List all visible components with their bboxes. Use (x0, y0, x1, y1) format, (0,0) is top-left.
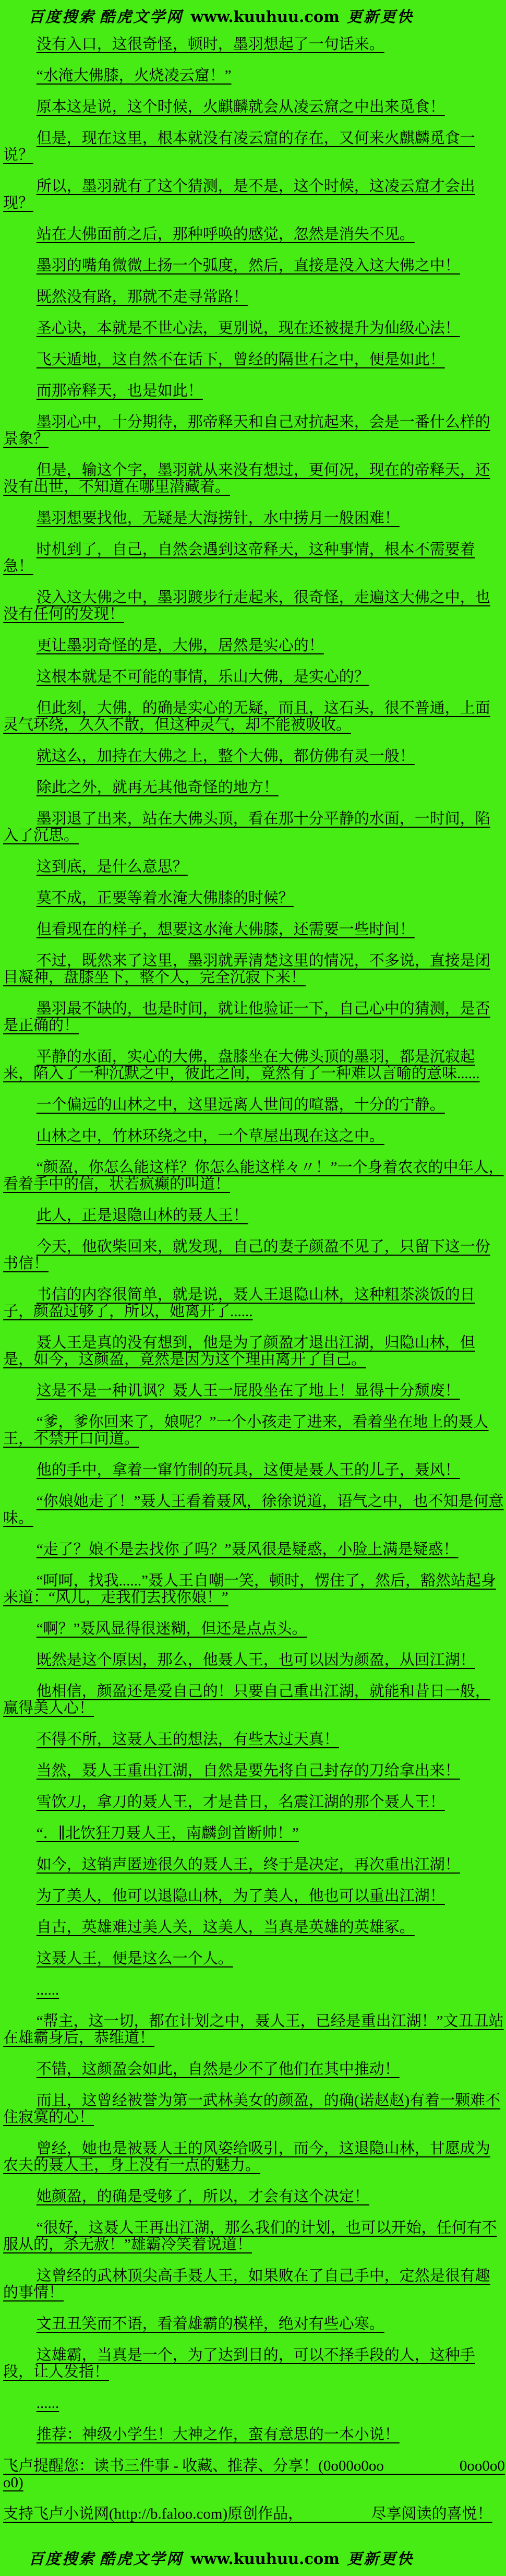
paragraph: “你娘她走了！”聂人王看着聂风，徐徐说道，语气之中，也不知是何意味。 (3, 1493, 504, 1526)
paragraph: “颜盈，你怎么能这样？你怎么能这样々〃！”一个身着农衣的中年人，看着手中的信，状若疯癫的叫道！ (3, 1159, 504, 1192)
paragraph: “啊？”聂风显得很迷糊，但还是点点头。 (36, 1620, 307, 1637)
paragraph: 而那帝释天，也是如此！ (36, 383, 203, 399)
paragraph: 而且，这曾经被誉为第一武林美女的颜盈，的确(诺赵赵)有着一颗难不住寂寞的心！ (3, 2092, 501, 2126)
paragraph: 自古，英雄难过美人关，这美人，当真是英雄的英雄冢。 (36, 1919, 415, 1936)
site-banner-bottom (0, 2537, 506, 2576)
paragraph: ...... (36, 2395, 59, 2412)
banner-site-url: www.kuuhuu.com (190, 2550, 340, 2568)
paragraph: 但此刻，大佛，的确是实心的无疑，而且，这石头，很不普通，上面灵气环绕，久久不散，但这种灵气，却不能被吸收。 (3, 700, 490, 733)
paragraph: 平静的水面，实心的大佛，盘膝坐在大佛头顶的墨羽，都是沉寂起来，陷入了一种沉默之中，彼此之间，竟然有了一种难以言喻的意味...... (3, 1048, 480, 1082)
paragraph: 既然没有路，那就不走寻常路！ (36, 289, 248, 305)
paragraph: 原本这是说，这个时候，火麒麟就会从凌云窟之中出来觅食！ (36, 99, 445, 115)
paragraph: 飞天遁地，这自然不在话下，曾经的隔世石之中，便是如此！ (36, 351, 445, 368)
paragraph: 聂人王是真的没有想到，他是为了颜盈才退出江湖，归隐山林，但是，如今，这颜盈，竟然是因为这个理由离开了自己。 (3, 1334, 475, 1368)
paragraph: 墨羽心中，十分期待，那帝释天和自己对抗起来，会是一番什么样的景象？ (3, 414, 490, 447)
paragraph: 文丑丑笑而不语，看着雄霸的模样，绝对有些心寒。 (36, 2316, 384, 2332)
paragraph: 但是，输这个字，墨羽就从来没有想过，更何况，现在的帝释天，还没有出世，不知道在哪里潜藏着。 (3, 462, 490, 495)
paragraph: 所以，墨羽就有了这个猜测，是不是，这个时候，这凌云窟才会出现？ (3, 178, 475, 211)
paragraph: 没有入口，这很奇怪，顿时，墨羽想起了一句话来。 (36, 36, 384, 53)
paragraph: “很好，这聂人王再出江湖，那么我们的计划，也可以开始，任何有不服从的，杀无赦！”雄霸冷笑着说道！ (3, 2220, 497, 2253)
paragraph: 不错，这颜盈会如此，自然是少不了他们在其中推动！ (36, 2061, 400, 2078)
paragraph: 当然，聂人王重出江湖，自然是要先将自己封存的刀给拿出来！ (36, 1762, 460, 1779)
paragraph: “呵呵，找我......”聂人王自嘲一笑，顿时，愣住了，然后，豁然站起身来道：“风儿，走我们去找你娘！” (3, 1572, 497, 1606)
chapter-text (0, 28, 506, 2522)
paragraph: 莫不成，正要等着水淹大佛膝的时候？ (36, 890, 294, 907)
paragraph: 墨羽想要找他，无疑是大海捞针，水中捞月一般困难！ (36, 510, 400, 527)
paragraph: 这根本就是不可能的事情，乐山大佛，是实心的？ (36, 669, 369, 685)
paragraph: 除此之外，就再无其他奇怪的地方！ (36, 779, 279, 796)
paragraph: 他相信，颜盈还是爱自己的！只要自己重出江湖，就能和昔日一般，赢得美人心！ (3, 1683, 490, 1716)
paragraph: 山林之中，竹林环绕之中，一个草屋出现在这之中。 (36, 1128, 384, 1144)
paragraph: 不过，既然来了这里，墨羽就弄清楚这里的情况，不多说，直接是闭目凝神，盘膝坐下，整个人，完全沉寂下来！ (3, 952, 490, 986)
paragraph: 这聂人王，便是这么一个人。 (36, 1950, 233, 1967)
paragraph: 站在大佛面前之后，那种呼唤的感觉，忽然是消失不见。 (36, 226, 415, 243)
banner-site-name: 酷虎文学网 (100, 2551, 184, 2568)
paragraph: “走了？娘不是去找你了吗？”聂风很是疑惑，小脸上满是疑惑！ (36, 1541, 459, 1558)
paragraph: 飞卢提醒您：读书三件事 - 收藏、推荐、分享！(0o00o0oo 0oo0o0o0) (3, 2458, 505, 2491)
paragraph: 不得不所，这聂人王的想法，有些太过天真！ (36, 1731, 339, 1748)
paragraph: 这到底，是什么意思？ (36, 858, 188, 875)
paragraph: 他的手中，拿着一窜竹制的玩具，这便是聂人王的儿子，聂风！ (36, 1462, 460, 1478)
paragraph: 如今，这销声匿迹很久的聂人王，终于是决定，再次重出江湖！ (36, 1856, 460, 1873)
paragraph: 今天，他砍柴回来，就发现，自己的妻子颜盈不见了，只留下这一份书信！ (3, 1238, 490, 1272)
paragraph: 此人，正是退隐山林的聂人王！ (36, 1207, 248, 1224)
paragraph: 雪饮刀，拿刀的聂人王，才是昔日，名震江湖的那个聂人王！ (36, 1794, 445, 1810)
paragraph: 但看现在的样子，想要这水淹大佛膝，还需要一些时间！ (36, 921, 415, 938)
banner-search-text: 百度搜索 (29, 9, 96, 26)
paragraph: 书信的内容很简单，就是说，聂人王退隐山林，这种粗茶淡饭的日子，颜盈过够了，所以，她离开了...... (3, 1286, 475, 1320)
paragraph: “帮主，这一切，都在计划之中，聂人王，已经是重出江湖！”文丑丑站在雄霸身后，恭维道！ (3, 2013, 504, 2046)
paragraph: 墨羽的嘴角微微上扬一个弧度，然后，直接是没入这大佛之中！ (36, 257, 460, 274)
paragraph: 既然是这个原因，那么，他聂人王，也可以因为颜盈，从回江湖！ (36, 1652, 475, 1668)
paragraph: “爹，爹你回来了，娘呢？”一个小孩走了进来，看着坐在地上的聂人王，不禁开口问道。 (3, 1414, 489, 1447)
paragraph: 推荐：神级小学生！大神之作，蛮有意思的一本小说！ (36, 2426, 400, 2443)
paragraph: 墨羽最不缺的，也是时间，就让他验证一下，自己心中的猜测，是否是正确的！ (3, 1000, 490, 1034)
banner-tagline: 更新更快 (347, 2551, 414, 2568)
paragraph: 但是，现在这里，根本就没有凌云窟的存在，又何来火麒麟觅食一说？ (3, 130, 475, 163)
paragraph: “水淹大佛膝，火烧凌云窟！” (36, 67, 232, 84)
paragraph: “．∥北饮狂刀聂人王，南麟剑首断帅！” (36, 1825, 299, 1842)
paragraph: 她颜盈，的确是受够了，所以，才会有这个决定！ (36, 2188, 369, 2205)
banner-search-text: 百度搜索 (29, 2551, 96, 2568)
banner-site-url: www.kuuhuu.com (190, 8, 340, 26)
paragraph: ...... (36, 1982, 59, 1998)
paragraph: 更让墨羽奇怪的是，大佛，居然是实心的！ (36, 637, 324, 654)
site-banner-top (0, 0, 506, 28)
paragraph: 这是不是一种讥讽？聂人王一屁股坐在了地上！显得十分颓废！ (36, 1382, 460, 1399)
paragraph: 这曾经的武林顶尖高手聂人王，如果败在了自己手中，定然是很有趣的事情！ (3, 2268, 490, 2301)
paragraph: 没入这大佛之中，墨羽踱步行走起来，很奇怪，走遍这大佛之中，也没有任何的发现！ (3, 589, 490, 623)
paragraph: 曾经，她也是被聂人王的风姿给吸引，而今，这退隐山林，甘愿成为农夫的聂人王，身上没有一点的魅力。 (3, 2140, 490, 2174)
paragraph: 时机到了，自己，自然会遇到这帝释天，这种事情，根本不需要着急！ (3, 541, 475, 575)
paragraph: 墨羽退了出来，站在大佛头顶，看在那十分平静的水面，一时间，陷入了沉思。 (3, 810, 490, 844)
paragraph: 圣心诀，本就是不世心法，更别说，现在还被提升为仙级心法！ (36, 320, 460, 337)
paragraph: 就这么，加持在大佛之上，整个大佛，都仿佛有灵一般！ (36, 748, 415, 765)
banner-tagline: 更新更快 (347, 9, 414, 26)
paragraph: 支持飞卢小说网(http://b.faloo.com)原创作品， 尽享阅读的喜悦！ (3, 2506, 492, 2522)
paragraph: 一个偏远的山林之中，这里远离人世间的喧嚣，十分的宁静。 (36, 1096, 445, 1113)
paragraph: 这雄霸，当真是一个，为了达到目的，可以不择手段的人，这种手段，让人发指！ (3, 2347, 475, 2380)
paragraph: 为了美人，他可以退隐山林，为了美人，他也可以重出江湖！ (36, 1888, 445, 1904)
banner-site-name: 酷虎文学网 (100, 9, 184, 26)
